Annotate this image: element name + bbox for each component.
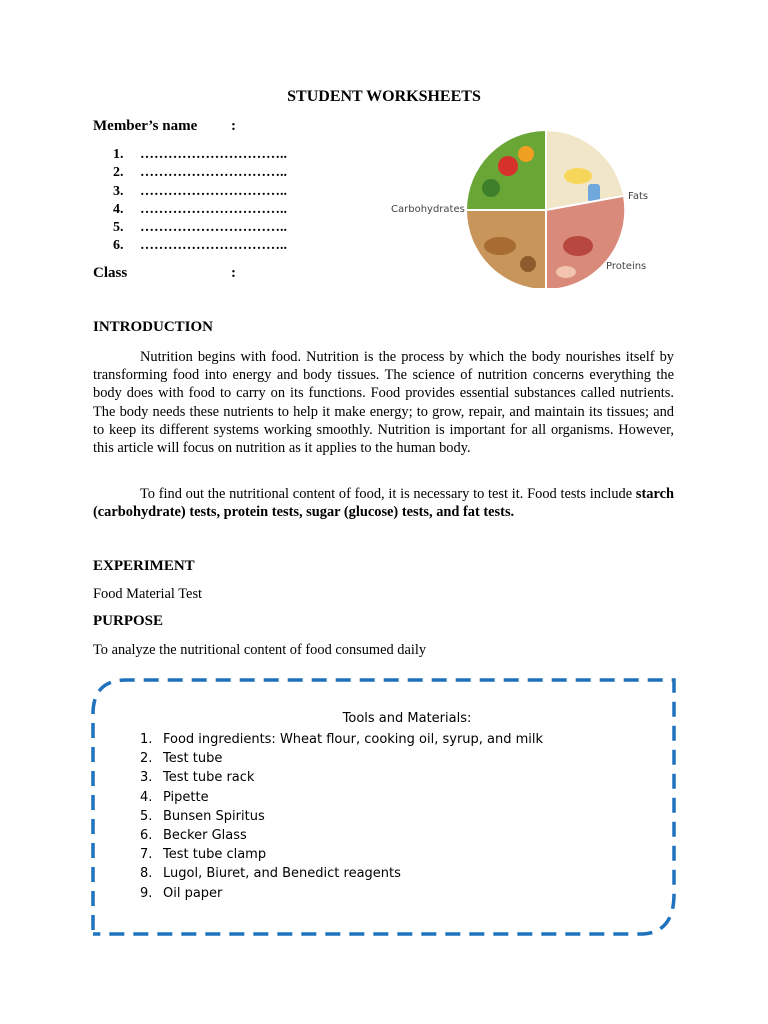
list-item <box>140 884 543 903</box>
list-number: 1. <box>140 732 153 747</box>
bread-icon <box>484 237 516 255</box>
list-item <box>140 768 543 787</box>
food-groups-illustration <box>388 126 650 288</box>
list-item <box>140 826 543 845</box>
milk-bottle-icon <box>588 184 600 202</box>
list-item <box>140 864 543 883</box>
blank-line: ………………………….. <box>140 183 287 199</box>
introduction-heading: INTRODUCTION <box>93 319 214 335</box>
list-number: 5. <box>140 808 153 824</box>
blank-line: ………………………….. <box>140 165 287 181</box>
list-number: 2. <box>113 165 124 181</box>
list-number: 4. <box>113 201 124 217</box>
member-line[interactable] <box>113 183 287 201</box>
class-colon: : <box>231 265 236 281</box>
tool-name: Lugol, Biuret, and Benedict reagents <box>163 866 401 882</box>
carbohydrates-label: Carbohydrates <box>391 204 465 215</box>
list-item <box>140 730 543 749</box>
list-number: 8. <box>140 866 153 882</box>
member-name-label: Member’s name <box>93 118 198 134</box>
list-item <box>140 749 543 768</box>
food-tests-list: starch (carbohydrate) tests, protein tests, sugar (glucose) tests, and fat tests. <box>93 486 674 521</box>
list-number: 6. <box>140 827 153 843</box>
list-number: 5. <box>113 220 124 236</box>
list-number: 4. <box>140 789 153 805</box>
tool-name: Oil paper <box>163 885 223 901</box>
proteins-label: Proteins <box>606 261 647 272</box>
list-item <box>140 788 543 807</box>
tool-name: Test tube <box>163 751 223 767</box>
class-label: Class <box>93 265 128 281</box>
blank-line: ………………………….. <box>140 147 287 162</box>
food-wheel <box>467 131 624 288</box>
tool-name: Becker Glass <box>163 827 247 843</box>
list-number: 6. <box>113 238 124 254</box>
member-line[interactable] <box>113 237 287 255</box>
list-item <box>140 807 543 826</box>
orange-icon <box>518 146 534 162</box>
blank-line: ………………………….. <box>140 201 287 217</box>
member-line[interactable] <box>113 164 287 182</box>
meat-icon <box>563 236 593 256</box>
list-number: 1. <box>113 147 124 162</box>
tools-list <box>140 730 543 903</box>
tool-name: Test tube clamp <box>163 847 267 863</box>
food-tests-text: To find out the nutritional content of food, it is necessary to test it. Food tests include <box>140 486 636 502</box>
purpose-heading: PURPOSE <box>93 613 164 629</box>
fish-icon <box>556 266 576 278</box>
page-title: STUDENT WORKSHEETS <box>287 88 481 105</box>
introduction-paragraph: Nutrition begins with food. Nutrition is the process by which the body nourishes itself by transforming food into energy and body tissues. The science of nutrition concerns everything the body does with food to carry on its functions. Food provides essential substances called nutrients. The body needs these nutrients to help it make energy; to grow, repair, and maintain its tissues; and to keep its different systems working smoothly. Nutrition is important for all organisms. However, this article will focus on nutrition as it applies to the human body. <box>93 349 674 457</box>
blank-line: ………………………….. <box>140 238 287 254</box>
member-line[interactable] <box>113 201 287 219</box>
tools-title: Tools and Materials: <box>342 711 472 726</box>
member-line[interactable] <box>113 219 287 237</box>
member-name-colon: : <box>231 118 236 134</box>
purpose-text: To analyze the nutritional content of food consumed daily <box>93 642 427 658</box>
tomato-icon <box>498 156 518 176</box>
blank-line: ………………………….. <box>140 220 287 236</box>
tool-name: Bunsen Spiritus <box>163 808 265 824</box>
list-number: 2. <box>140 751 153 767</box>
broccoli-icon <box>482 179 500 197</box>
tool-name: Pipette <box>163 789 209 805</box>
food-tests-paragraph <box>93 485 674 521</box>
tool-name: Food ingredients: Wheat flour, cooking oil, syrup, and milk <box>163 732 544 747</box>
cheese-icon <box>564 168 592 184</box>
member-list <box>113 146 287 256</box>
list-number: 3. <box>140 770 153 786</box>
experiment-heading: EXPERIMENT <box>93 558 195 574</box>
list-number: 3. <box>113 183 124 199</box>
tool-name: Test tube rack <box>163 770 255 786</box>
member-line[interactable] <box>113 146 287 164</box>
fats-label: Fats <box>628 191 649 202</box>
list-item <box>140 845 543 864</box>
walnut-icon <box>520 256 536 272</box>
list-number: 9. <box>140 885 153 901</box>
list-number: 7. <box>140 847 153 863</box>
experiment-subtitle: Food Material Test <box>93 586 203 602</box>
